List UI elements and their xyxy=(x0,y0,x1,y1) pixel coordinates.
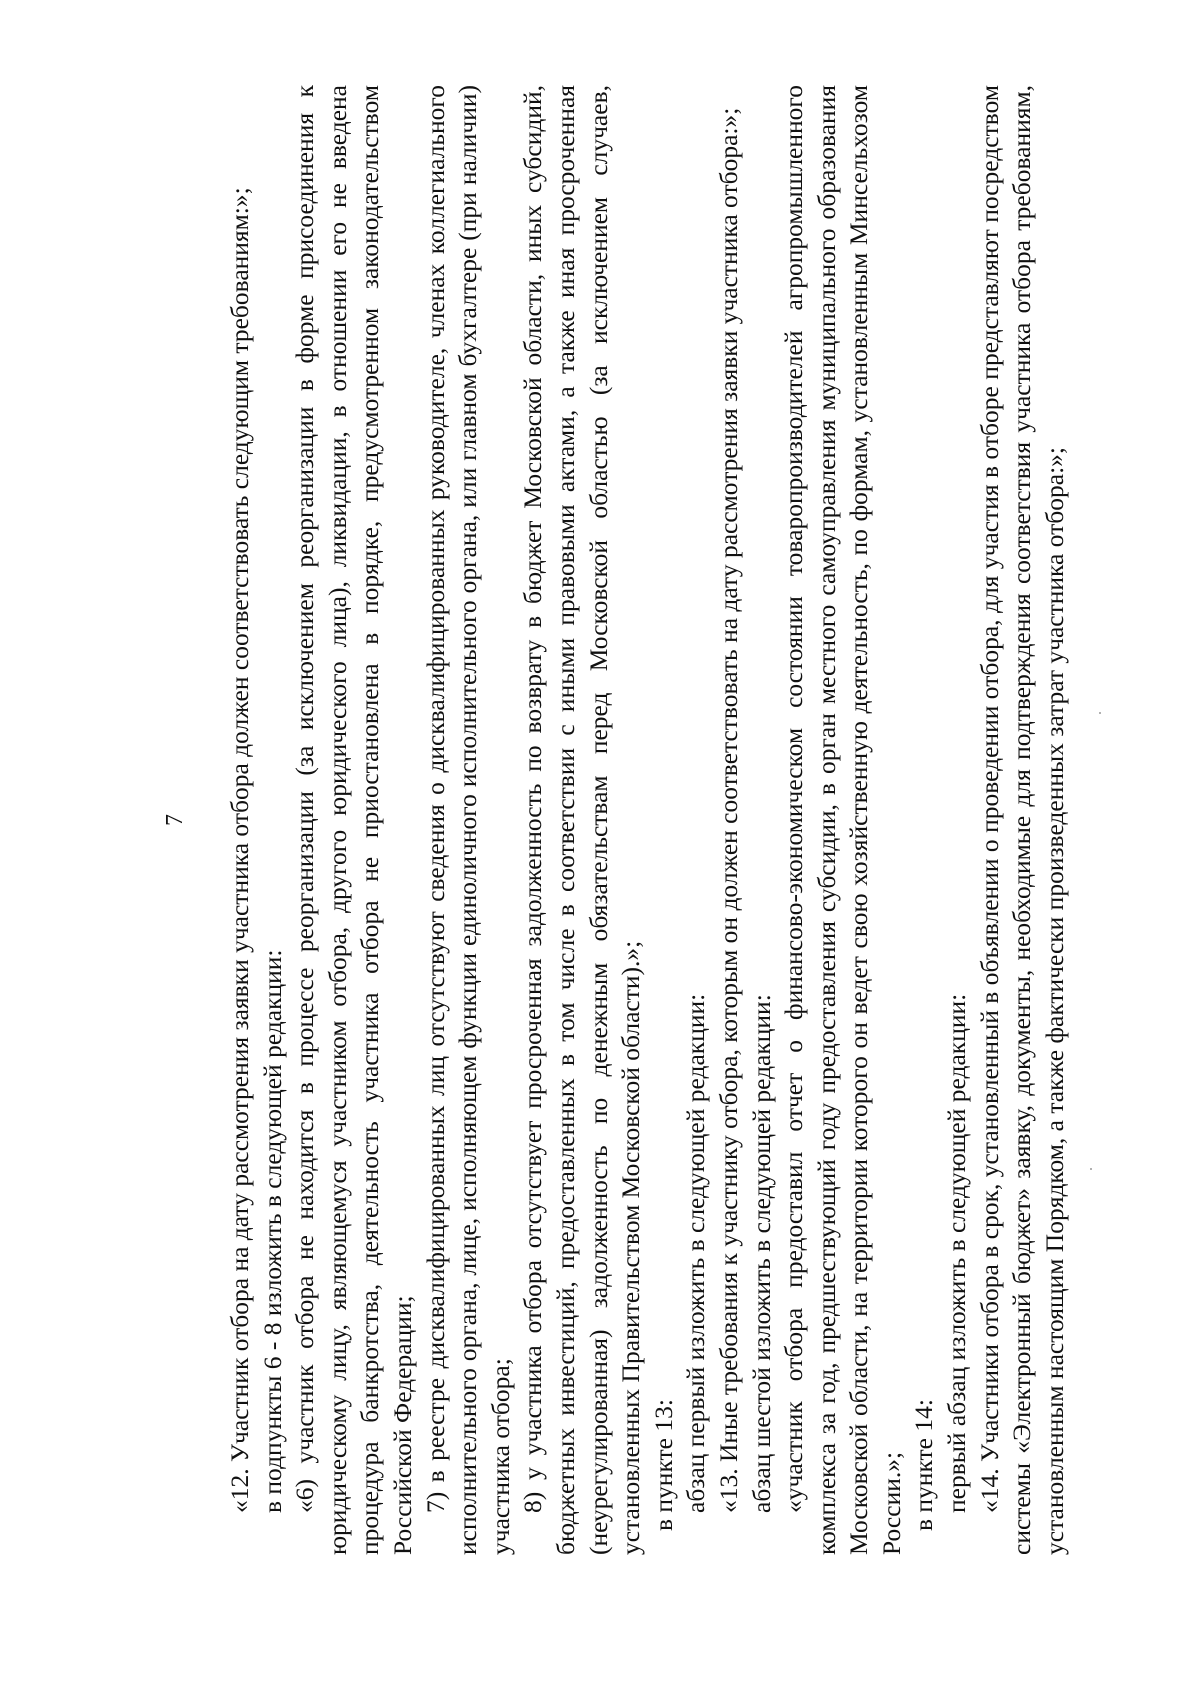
paragraph-6: в пункте 13: xyxy=(648,1399,678,1531)
paragraph-3: «6) участник отбора не находится в процессе реорганизации (за исключением реорганизации в форме присоединения к юридическому лицу, являющемуся участником отбора, другого юридического лица), ликвидации, в отношении его не введена процедура банкротства, деятельность участника отбора не приостановлена в порядке, предусмотренном законодательством Российской Федерации; xyxy=(290,85,417,1555)
paragraph-8: «13. Иные требования к участнику отбора, которым он должен соответствовать на дату рассмотрения заявки участника отбора:»; xyxy=(713,107,743,1513)
paragraph-10: «участник отбора предоставил отчет о финансово-экономическом состоянии товаропроизводителей агропромышленного комплекса за год, предшествующий году предоставления субсидии, в орган местного самоуправления муниципального образования Московской области, на территории которого он ведет свою хозяйственную деятельность, по формам, установленным Минсельхозом России.»; xyxy=(779,85,906,1555)
paragraph-7: абзац первый изложить в следующей редакции: xyxy=(681,993,711,1513)
paragraph-11: в пункте 14: xyxy=(909,1399,939,1531)
paragraph-4: 7) в реестре дисквалифицированных лиц отсутствуют сведения о дисквалифицированных руководителе, членах коллегиального исполнительного органа, лице, исполняющем функции единоличного исполнительного органа, или главном бухгалтере (при наличии) участника отбора; xyxy=(420,85,515,1555)
scan-speck xyxy=(1099,712,1101,714)
paragraph-12: первый абзац изложить в следующей редакции: xyxy=(942,993,972,1513)
rotated-text-block xyxy=(160,85,1069,1555)
paragraph-1: «12. Участник отбора на дату рассмотрения заявки участника отбора должен соответствовать следующим требованиям:»; xyxy=(225,187,254,1513)
paragraph-5: 8) у участника отбора отсутствует просроченная задолженность по возврату в бюджет Московской области, иных субсидий, бюджетных инвестиций, предоставленных в том числе в соответствии с иными правовыми актами, а также иная просроченная (неурегулированная) задолженность по денежным обязательствам перед Московской областью (за исключением случаев, установленных Правительством Московской области).»; xyxy=(518,85,646,1555)
document-body xyxy=(224,85,1071,1555)
paragraph-13: «14. Участники отбора в срок, установленный в объявлении о проведении отбора, для участия в отборе представляют посредством системы «Электронный бюджет» заявку, документы, необходимые для подтверждения соответствия участника отбора требованиям, установленным настоящим Порядком, а также фактически произведенных затрат участника отбора:»; xyxy=(974,85,1069,1555)
page-number: 7 xyxy=(162,814,188,826)
paragraph-2: в подпункты 6 - 8 изложить в следующей редакции: xyxy=(257,949,287,1513)
scan-speck xyxy=(1090,1168,1092,1170)
paragraph-9: абзац шестой изложить в следующей редакции: xyxy=(746,994,776,1513)
